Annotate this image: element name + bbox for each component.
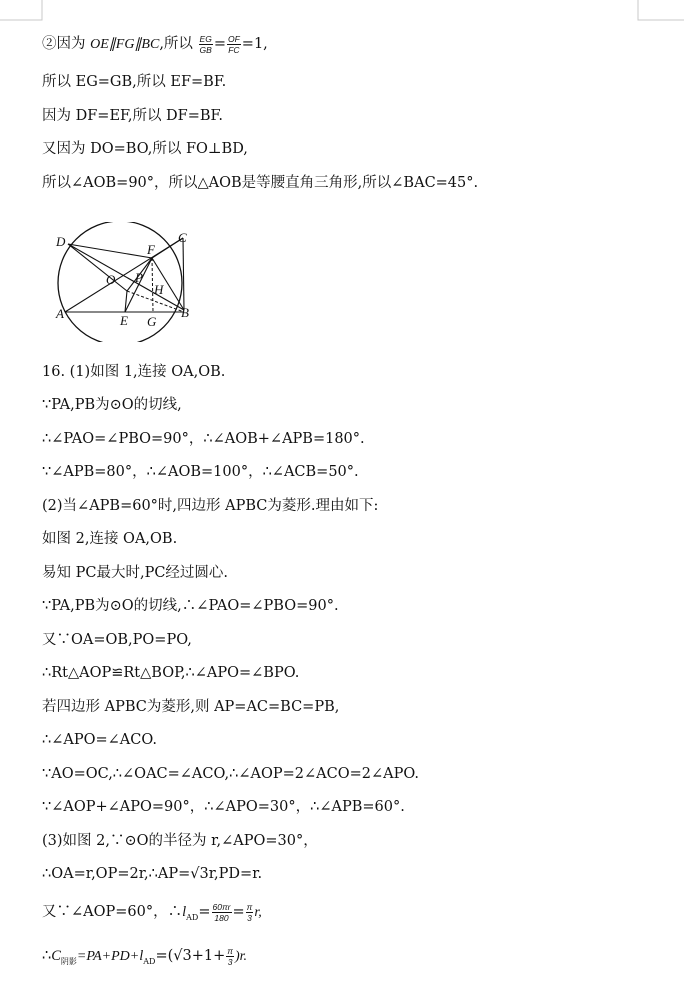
line-22-tail: r, bbox=[254, 905, 262, 920]
line-1-text: ,所以 bbox=[159, 36, 193, 52]
line-1-tail: =1, bbox=[241, 36, 268, 52]
perimeter-symbol: C bbox=[51, 948, 61, 964]
doc-line-6: 16. (1)如图 1,连接 OA,OB. bbox=[42, 364, 226, 380]
line-23-equals: =(√3+1+ bbox=[155, 948, 226, 964]
arc-length-symbol-2: l bbox=[139, 948, 144, 964]
label-o: O bbox=[106, 272, 116, 287]
label-f: F bbox=[147, 242, 155, 257]
line-23-sum: =PA+PD+ bbox=[76, 949, 140, 964]
label-d: D bbox=[56, 234, 66, 249]
doc-line-18: ∵AO=OC,∴∠OAC=∠ACO,∴∠AOP=2∠ACO=2∠APO. bbox=[42, 766, 420, 782]
corner-mark-right bbox=[630, 0, 684, 22]
line-1-equals: = bbox=[213, 36, 226, 52]
doc-line-13: ∵PA,PB为⊙O的切线,∴∠PAO=∠PBO=90°. bbox=[42, 598, 339, 614]
label-a: A bbox=[56, 306, 64, 321]
doc-line-1 bbox=[42, 30, 268, 58]
doc-line-3: 因为 DF=EF,所以 DF=BF. bbox=[42, 108, 223, 124]
label-p: P bbox=[135, 270, 143, 285]
arc-length-symbol: l bbox=[182, 904, 187, 920]
line-1-prefix: ②因为 bbox=[42, 36, 91, 52]
ratio-of-fc: $\frac{OF}{FC}$ bbox=[227, 33, 240, 55]
circle-geometry-figure bbox=[44, 222, 204, 342]
shaded-subscript: 阴影 bbox=[60, 956, 77, 966]
fraction-pi-3-b: $\frac{\pi}{3}$ bbox=[227, 945, 233, 967]
arc-ad-subscript: AD bbox=[186, 912, 199, 922]
doc-line-5: 所以∠AOB=90°，所以△AOB是等腰直角三角形,所以∠BAC=45°. bbox=[42, 175, 479, 191]
doc-line-19: ∵∠AOP+∠APO=90°，∴∠APO=30°，∴∠APB=60°. bbox=[42, 799, 405, 815]
line-23-tail: )r. bbox=[234, 949, 248, 964]
line-23-prefix: ∴ bbox=[42, 948, 52, 964]
doc-line-12: 易知 PC最大时,PC经过圆心. bbox=[42, 565, 229, 581]
doc-line-22 bbox=[42, 898, 262, 926]
fraction-pi-3: $\frac{\pi}{3}$ bbox=[246, 901, 253, 923]
doc-line-4: 又因为 DO=BO,所以 FO⊥BD, bbox=[42, 141, 248, 157]
doc-line-10: (2)当∠APB=60°时,四边形 APBC为菱形.理由如下: bbox=[42, 498, 379, 514]
line-22-equals-2: = bbox=[232, 904, 245, 920]
doc-line-7: ∵PA,PB为⊙O的切线, bbox=[42, 397, 182, 413]
ratio-eg-gb: $\frac{EG}{GB}$ bbox=[199, 33, 212, 55]
label-c: C bbox=[178, 230, 187, 245]
doc-line-2: 所以 EG=GB,所以 EF=BF. bbox=[42, 74, 227, 90]
line-22-prefix: 又∵∠AOP=60°，∴ bbox=[42, 904, 183, 920]
label-g: G bbox=[147, 314, 157, 329]
doc-line-8: ∴∠PAO=∠PBO=90°，∴∠AOB+∠APB=180°. bbox=[42, 431, 365, 447]
doc-line-20: (3)如图 2,∵⊙O的半径为 r,∠APO=30°， bbox=[42, 833, 318, 849]
label-b: B bbox=[181, 305, 189, 320]
line-22-equals: = bbox=[198, 904, 211, 920]
doc-line-9: ∵∠APB=80°，∴∠AOB=100°，∴∠ACB=50°. bbox=[42, 464, 359, 480]
corner-mark-left bbox=[0, 0, 50, 22]
line-1-math: OE∥FG∥BC bbox=[90, 37, 160, 52]
doc-line-11: 如图 2,连接 OA,OB. bbox=[42, 531, 178, 547]
doc-line-17: ∴∠APO=∠ACO. bbox=[42, 732, 158, 748]
arc-ad-subscript-2: AD bbox=[143, 956, 156, 966]
doc-line-14: 又∵OA=OB,PO=PO, bbox=[42, 632, 192, 648]
doc-line-23 bbox=[42, 942, 247, 970]
fraction-60pir-180: $\frac{60\pi r}{180}$ bbox=[212, 901, 231, 923]
doc-line-15: ∴Rt△AOP≌Rt△BOP,∴∠APO=∠BPO. bbox=[42, 665, 300, 681]
label-h: H bbox=[154, 282, 164, 297]
doc-line-16: 若四边形 APBC为菱形,则 AP=AC=BC=PB, bbox=[42, 699, 340, 715]
doc-line-21: ∴OA=r,OP=2r,∴AP=√3r,PD=r. bbox=[42, 866, 263, 882]
label-e: E bbox=[120, 313, 128, 328]
